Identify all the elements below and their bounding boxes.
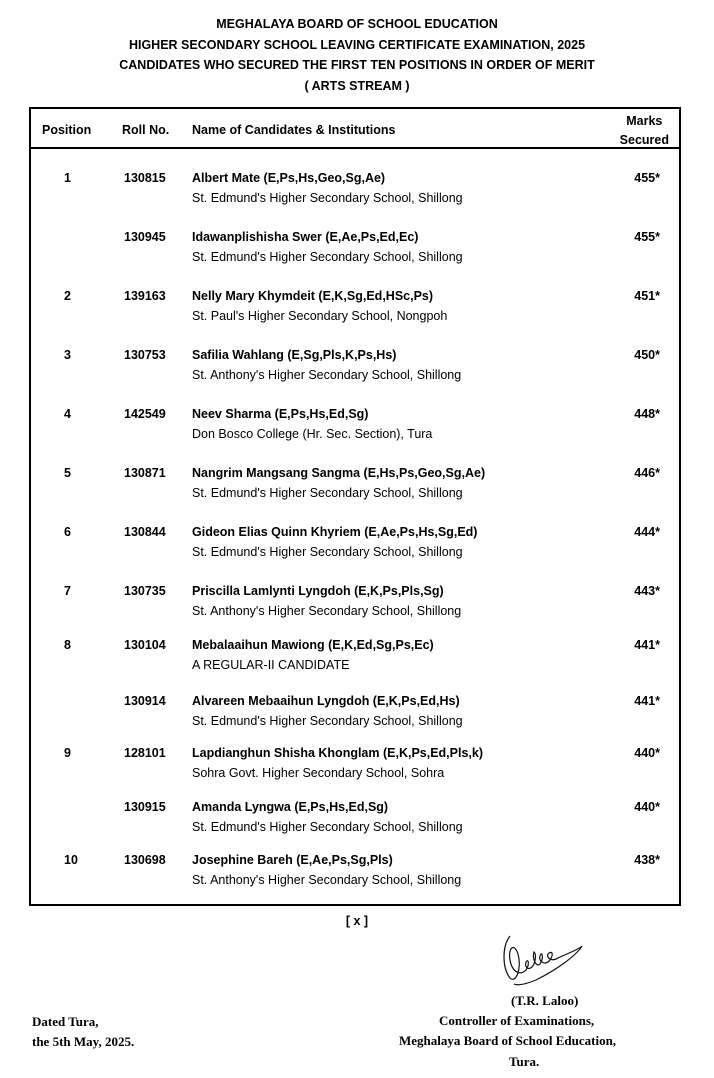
position-cell: 3 <box>64 348 71 362</box>
marks-cell: 444* <box>634 525 660 539</box>
document-header <box>0 14 714 96</box>
institution-cell: Don Bosco College (Hr. Sec. Section), Tura <box>192 427 433 441</box>
table-row <box>31 348 679 388</box>
marks-cell: 455* <box>634 230 660 244</box>
dated-date: the 5th May, 2025. <box>32 1034 135 1049</box>
table-row <box>31 853 679 893</box>
roll-number-cell: 130815 <box>124 171 166 185</box>
candidate-name-cell: Alvareen Mebaaihun Lyngdoh (E,K,Ps,Ed,Hs) <box>192 694 460 708</box>
roll-number-cell: 130871 <box>124 466 166 480</box>
institution-cell: St. Edmund's Higher Secondary School, Shillong <box>192 820 463 834</box>
candidate-name-cell: Amanda Lyngwa (E,Ps,Hs,Ed,Sg) <box>192 800 389 814</box>
roll-number-cell: 130915 <box>124 800 166 814</box>
roll-number-cell: 130735 <box>124 584 166 598</box>
institution-cell: St. Anthony's Higher Secondary School, Shillong <box>192 604 462 618</box>
merit-title: CANDIDATES WHO SECURED THE FIRST TEN POSITIONS IN ORDER OF MERIT <box>119 58 595 72</box>
table-row <box>31 289 679 329</box>
table-row <box>31 525 679 565</box>
candidate-name-cell: Safilia Wahlang (E,Sg,Pls,K,Ps,Hs) <box>192 348 397 362</box>
marks-cell: 455* <box>634 171 660 185</box>
page-mark: [ x ] <box>345 914 369 928</box>
column-header-name: Name of Candidates & Institutions <box>192 123 396 137</box>
position-cell: 8 <box>64 638 71 652</box>
column-header-roll: Roll No. <box>122 123 170 137</box>
table-row <box>31 230 679 270</box>
candidate-name-cell: Josephine Bareh (E,Ae,Ps,Sg,Pls) <box>192 853 393 867</box>
institution-cell: St. Edmund's Higher Secondary School, Shillong <box>192 714 463 728</box>
signatory-name: (T.R. Laloo) <box>511 993 579 1008</box>
candidate-name-cell: Gideon Elias Quinn Khyriem (E,Ae,Ps,Hs,Sg,Ed) <box>192 525 478 539</box>
roll-number-cell: 128101 <box>124 746 166 760</box>
table-row <box>31 171 679 211</box>
position-cell: 4 <box>64 407 71 421</box>
candidate-name-cell: Mebalaaihun Mawiong (E,K,Ed,Sg,Ps,Ec) <box>192 638 434 652</box>
candidate-name-cell: Priscilla Lamlynti Lyngdoh (E,K,Ps,Pls,Sg) <box>192 584 444 598</box>
exam-title: HIGHER SECONDARY SCHOOL LEAVING CERTIFICATE EXAMINATION, 2025 <box>128 37 586 52</box>
marks-cell: 441* <box>634 694 660 708</box>
table-row <box>31 746 679 786</box>
candidate-name-cell: Lapdianghun Shisha Khonglam (E,K,Ps,Ed,Pls,k) <box>192 746 484 760</box>
position-cell: 5 <box>64 466 71 480</box>
position-cell: 9 <box>64 746 71 760</box>
marks-header-line1: Marks <box>626 114 663 128</box>
candidate-name-cell: Neev Sharma (E,Ps,Hs,Ed,Sg) <box>192 407 369 421</box>
institution-cell: St. Edmund's Higher Secondary School, Shillong <box>192 250 463 264</box>
marks-cell: 448* <box>634 407 660 421</box>
roll-number-cell: 139163 <box>124 289 166 303</box>
position-cell: 2 <box>64 289 71 303</box>
marks-cell: 440* <box>634 746 660 760</box>
position-cell: 10 <box>64 853 78 867</box>
signatory-org: Meghalaya Board of School Education, <box>399 1033 617 1048</box>
candidate-name-cell: Albert Mate (E,Ps,Hs,Geo,Sg,Ae) <box>192 171 386 185</box>
table-row <box>31 800 679 840</box>
roll-number-cell: 130104 <box>124 638 166 652</box>
signatory-place: Tura. <box>509 1054 540 1069</box>
marks-header-line2: Secured <box>619 133 669 147</box>
candidate-name-cell: Idawanplishisha Swer (E,Ae,Ps,Ed,Ec) <box>192 230 419 244</box>
table-row <box>31 694 679 734</box>
marks-cell: 446* <box>634 466 660 480</box>
roll-number-cell: 130914 <box>124 694 166 708</box>
signature-image <box>496 928 586 990</box>
table-row <box>31 466 679 506</box>
signatory-title: Controller of Examinations, <box>439 1013 595 1028</box>
board-title: MEGHALAYA BOARD OF SCHOOL EDUCATION <box>216 17 498 31</box>
position-cell: 6 <box>64 525 71 539</box>
stream-title: ( ARTS STREAM ) <box>304 78 410 93</box>
institution-cell: Sohra Govt. Higher Secondary School, Sohra <box>192 766 445 780</box>
dated-place: Dated Tura, <box>32 1014 99 1029</box>
marks-cell: 441* <box>634 638 660 652</box>
column-header-position: Position <box>42 123 92 137</box>
roll-number-cell: 130698 <box>124 853 166 867</box>
header-divider <box>31 147 679 149</box>
position-cell: 7 <box>64 584 71 598</box>
institution-cell: St. Paul's Higher Secondary School, Nongpoh <box>192 309 448 323</box>
table-row <box>31 584 679 624</box>
roll-number-cell: 130844 <box>124 525 166 539</box>
marks-cell: 443* <box>634 584 660 598</box>
institution-cell: St. Edmund's Higher Secondary School, Shillong <box>192 191 463 205</box>
candidate-name-cell: Nangrim Mangsang Sangma (E,Hs,Ps,Geo,Sg,Ae) <box>192 466 486 480</box>
roll-number-cell: 130945 <box>124 230 166 244</box>
roll-number-cell: 130753 <box>124 348 166 362</box>
roll-number-cell: 142549 <box>124 407 166 421</box>
merit-table <box>29 107 681 906</box>
marks-cell: 438* <box>634 853 660 867</box>
marks-cell: 450* <box>634 348 660 362</box>
institution-cell: St. Anthony's Higher Secondary School, Shillong <box>192 873 462 887</box>
table-row <box>31 638 679 678</box>
institution-cell: St. Anthony's Higher Secondary School, Shillong <box>192 368 462 382</box>
position-cell: 1 <box>64 171 71 185</box>
institution-cell: St. Edmund's Higher Secondary School, Shillong <box>192 545 463 559</box>
marks-cell: 440* <box>634 800 660 814</box>
institution-cell: A REGULAR-II CANDIDATE <box>192 658 350 672</box>
marks-cell: 451* <box>634 289 660 303</box>
column-header-marks <box>620 112 669 150</box>
candidate-name-cell: Nelly Mary Khymdeit (E,K,Sg,Ed,HSc,Ps) <box>192 289 434 303</box>
table-row <box>31 407 679 447</box>
institution-cell: St. Edmund's Higher Secondary School, Shillong <box>192 486 463 500</box>
